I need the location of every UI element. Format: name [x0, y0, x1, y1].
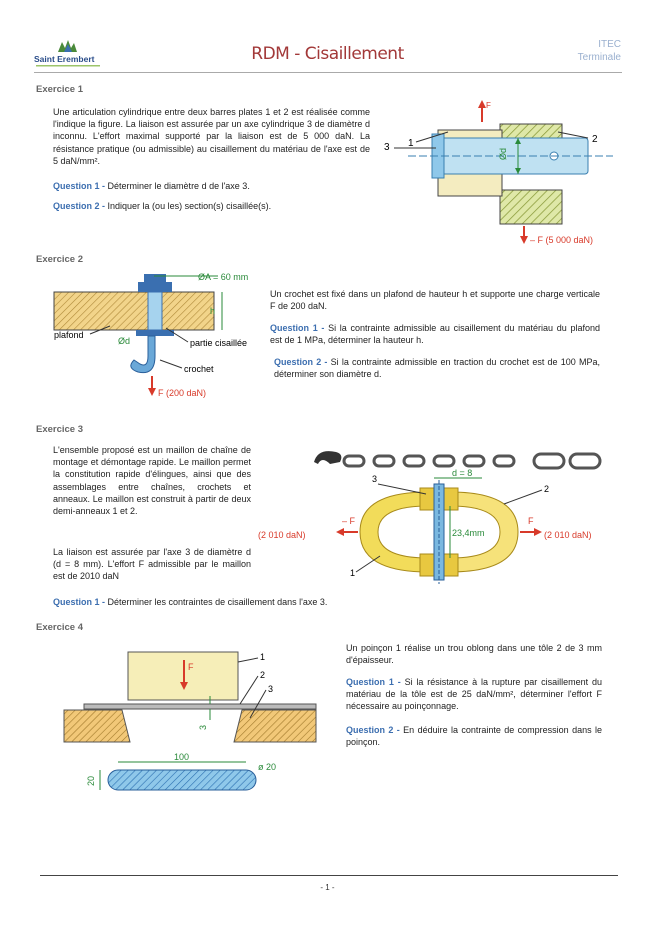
axis-diameter-label: d = 8	[452, 468, 473, 478]
exercise-1-title: Exercice 1	[36, 84, 84, 95]
label-2: 2	[592, 134, 598, 145]
label-3: 3	[268, 684, 274, 694]
exercise-3-text-2: La liaison est assurée par l'axe 3 de diamètre d (d = 8 mm). L'effort F admissible par le maillon est de 2010 daN	[53, 547, 251, 582]
logo-text: Saint Erembert	[34, 54, 95, 64]
exercise-2-question-2	[274, 356, 600, 380]
exercise-2-text: Un crochet est fixé dans un plafond de hauteur h et supporte une charge verticale F de 200 daN.	[270, 289, 600, 312]
exercise-1-question-1	[53, 180, 370, 192]
question-label: Question 1 -	[270, 323, 325, 333]
exercise-4-question-2	[346, 724, 602, 748]
question-text: Déterminer le diamètre d de l'axe 3.	[107, 181, 250, 191]
height-label: h	[210, 306, 216, 316]
length-label: 100	[174, 752, 190, 762]
exercise-4-text: Un poinçon 1 réalise un trou oblong dans une tôle 2 de 3 mm d'épaisseur.	[346, 643, 602, 666]
question-text: Si la résistance à la rupture par cisaillement du matériau de la tôle est de 25 daN/mm², déterminer l'effort F nécessaire au poinçonnage.	[346, 677, 602, 712]
question-label: Question 1 -	[346, 677, 401, 687]
label-1: 1	[260, 652, 266, 662]
question-label: Question 1 -	[53, 597, 106, 607]
force-left-label: (2 010 daN)	[258, 530, 306, 540]
diameter-label: Ød	[498, 147, 508, 160]
force-arrow-up	[478, 100, 486, 108]
force-arrow-down	[520, 236, 528, 244]
question-text: Déterminer les contraintes de cisaillement dans l'axe 3.	[107, 597, 328, 607]
footer-divider	[40, 875, 618, 876]
exercise-3-title: Exercice 3	[36, 424, 84, 435]
thickness-label: 3	[198, 724, 208, 730]
page-number: - 1 -	[320, 883, 335, 892]
question-label: Question 2 -	[53, 201, 106, 211]
exercise-1-question-2	[53, 200, 370, 212]
question-label: Question 2 -	[346, 725, 400, 735]
force-label: F	[188, 662, 194, 672]
question-text: Si la contrainte admissible en traction du crochet est de 100 MPa, déterminer son diamètre d.	[274, 357, 600, 380]
force-arrow-left	[336, 528, 344, 536]
header-itec: ITEC	[598, 39, 621, 50]
diameter-a-label: ØA = 60 mm	[198, 272, 249, 282]
force-label-top: F	[486, 101, 491, 110]
width-label: 20	[86, 775, 96, 786]
force-arrow	[148, 388, 156, 396]
header-level: Terminale	[577, 52, 621, 63]
label-1: 1	[350, 568, 356, 578]
end-diameter-label: ø 20	[258, 762, 277, 772]
force-left-vector: – F	[342, 516, 356, 526]
label-3: 3	[384, 142, 390, 153]
question-text: Indiquer la (ou les) section(s) cisaillée(s).	[107, 201, 272, 211]
exercise-3-question-1	[53, 596, 433, 608]
header-divider	[34, 72, 622, 73]
question-label: Question 2 -	[274, 357, 328, 367]
plafond-label: plafond	[54, 330, 84, 340]
question-text: En déduire la contrainte de compression dans le poinçon.	[346, 725, 602, 748]
sheared-part-label: partie cisaillée	[190, 338, 248, 348]
exercise-2-title: Exercice 2	[36, 254, 84, 265]
page-title: RDM - Cisaillement	[251, 44, 404, 64]
label-3: 3	[372, 474, 378, 484]
force-arrow-right	[534, 528, 542, 536]
exercise-3-figure	[258, 440, 622, 590]
exercise-2-figure	[50, 268, 258, 404]
force-right-vector: F	[528, 516, 534, 526]
question-text: Si la contrainte admissible au cisaillement du matériau du plafond est de 1 MPa, déterminer la hauteur h.	[270, 323, 600, 346]
hook-diameter-label: Ød	[118, 336, 131, 346]
exercise-2-question-1	[270, 322, 600, 346]
exercise-3-text-1: L'ensemble proposé est un maillon de chaîne de montage et démontage rapide. Le maillon permet la constitution rapide d'élingues, ainsi que des assemblages entre chaînes, crochets et anneaux. Le maillon est construit à partir de deux demi-anneaux 1 et 2.	[53, 445, 251, 517]
force-right-label: (2 010 daN)	[544, 530, 592, 540]
exercise-1-text: Une articulation cylindrique entre deux barres plates 1 et 2 est réalisée comme l'indique la figure. La liaison est assurée par un axe cylindrique 3 de diamètre d inconnu. L'effort maximal supporté par la liaison est de 5 000 daN. La résistance pratique (ou admissible) au cisaillement du matériau de l'axe est de 5 daN/mm².	[53, 107, 370, 166]
label-2: 2	[260, 670, 266, 680]
force-label: F (200 daN)	[158, 388, 207, 398]
exercise-4-question-1	[346, 676, 602, 713]
question-label: Question 1 -	[53, 181, 106, 191]
header-class	[578, 38, 621, 64]
hook-label: crochet	[184, 364, 214, 374]
exercise-1-figure	[378, 96, 628, 252]
exercise-4-title: Exercice 4	[36, 622, 84, 633]
exercise-4-figure	[54, 646, 324, 812]
label-1: 1	[408, 138, 414, 149]
width-dimension-label: 23,4mm	[452, 528, 485, 538]
force-label-bottom: – F (5 000 daN)	[530, 235, 594, 245]
label-2: 2	[544, 484, 550, 494]
